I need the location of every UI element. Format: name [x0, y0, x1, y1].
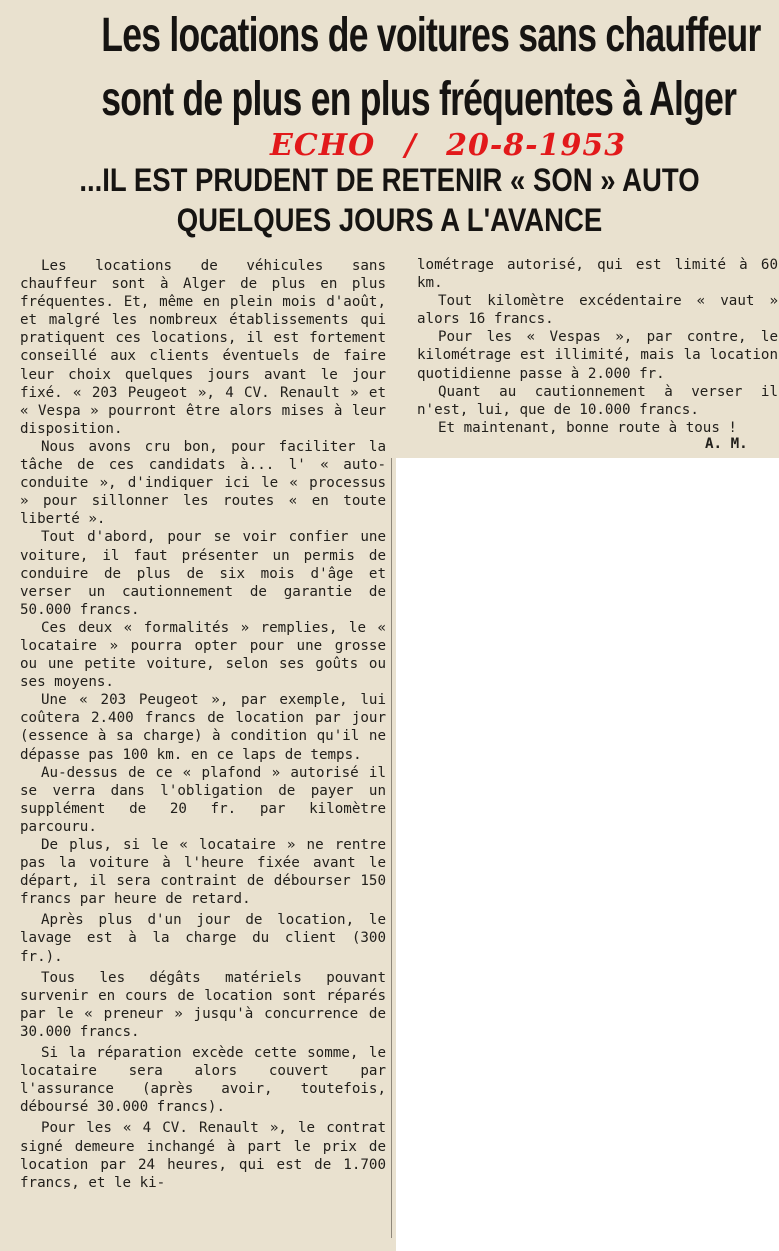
- article-paragraph: Après plus d'un jour de location, le lavage est à la charge du client (300 fr.).: [20, 912, 386, 965]
- closing-line: Et maintenant, bonne route à tous !: [438, 419, 737, 436]
- headline-line-1: Les locations de voitures sans chauffeur: [101, 9, 761, 62]
- article-paragraph: Tous les dégâts matériels pouvant survenir en cours de location sont réparés par le « preneur » jusqu'à concurrence de 30.000 francs.: [20, 969, 386, 1040]
- blank-area: [396, 458, 779, 1251]
- left-column: [20, 257, 386, 1192]
- right-column: [417, 256, 778, 437]
- article-paragraph: Pour les « 4 CV. Renault », le contrat signé demeure inchangé à part le prix de location par 24 heures, qui est de 1.700 francs, et le ki-: [20, 1120, 386, 1191]
- subheadline: [55, 160, 725, 240]
- article-paragraph: Les locations de véhicules sans chauffeur sont à Alger de plus en plus fréquentes. Et, même en plein mois d'août, et malgré les nombreux établissements qui pratiquent ces locations, il est fortement conseillé aux clients éventuels de faire leur choix quelques jours avant le jour fixé. « 203 Peugeot », 4 CV. Renault » et « Vespa » pourront être alors mises à leur disposition.: [20, 258, 386, 437]
- article-paragraph: Ces deux « formalités » remplies, le « locataire » pourra opter pour une grosse ou une petite voiture, selon ses goûts ou ses moyens.: [20, 619, 386, 691]
- article-paragraph: Au-dessus de ce « plafond » autorisé il se verra dans l'obligation de payer un supplément de 20 fr. par kilomètre parcouru.: [20, 764, 386, 835]
- column-divider: [391, 458, 392, 1238]
- article-paragraph: Tout kilomètre excédentaire « vaut » alors 16 francs.: [417, 293, 778, 328]
- subheadline-line-1: ...IL EST PRUDENT DE RETENIR « SON » AUTO: [79, 162, 700, 198]
- stamp-separator: /: [404, 128, 417, 163]
- headline-line-2: sont de plus en plus fréquentes à Alger: [101, 73, 737, 126]
- article-continuation: lométrage autorisé, qui est limité à 60 km.: [417, 257, 778, 292]
- stamp-date: 20-8-1953: [446, 128, 627, 163]
- article-paragraph: Si la réparation excède cette somme, le locataire sera alors couvert par l'assurance (après avoir, toutefois, déboursé 30.000 francs).: [20, 1045, 386, 1116]
- article-paragraph: Une « 203 Peugeot », par exemple, lui coûtera 2.400 francs de location par jour (essence à sa charge) à condition qu'il ne dépasse pas 100 km. en ce laps de temps.: [20, 692, 386, 763]
- stamp-source: ECHO: [270, 128, 376, 163]
- headline: [101, 4, 761, 132]
- article-paragraph: Pour les « Vespas », par contre, le kilométrage est illimité, mais la location quotidienne passe à 2.000 fr.: [417, 329, 778, 382]
- article-paragraph: De plus, si le « locataire » ne rentre pas la voiture à l'heure fixée avant le départ, il sera contraint de débourser 150 francs par heure de retard.: [20, 837, 386, 908]
- article-paragraph: Nous avons cru bon, pour faciliter la tâche de ces candidats à... l' « auto-conduite », d'indiquer ici le « processus » pour sillonner les routes « en toute liberté ».: [20, 438, 386, 528]
- date-stamp: [270, 128, 626, 163]
- article-paragraph: Quant au cautionnement à verser il n'est, lui, que de 10.000 francs.: [417, 383, 778, 418]
- article-paragraph: Tout d'abord, pour se voir confier une voiture, il faut présenter un permis de conduire de plus de six mois d'âge et verser un cautionnement de garantie de 50.000 francs.: [20, 529, 386, 618]
- subheadline-line-2: QUELQUES JOURS A L'AVANCE: [176, 202, 603, 238]
- author-signature: A. M.: [705, 436, 748, 452]
